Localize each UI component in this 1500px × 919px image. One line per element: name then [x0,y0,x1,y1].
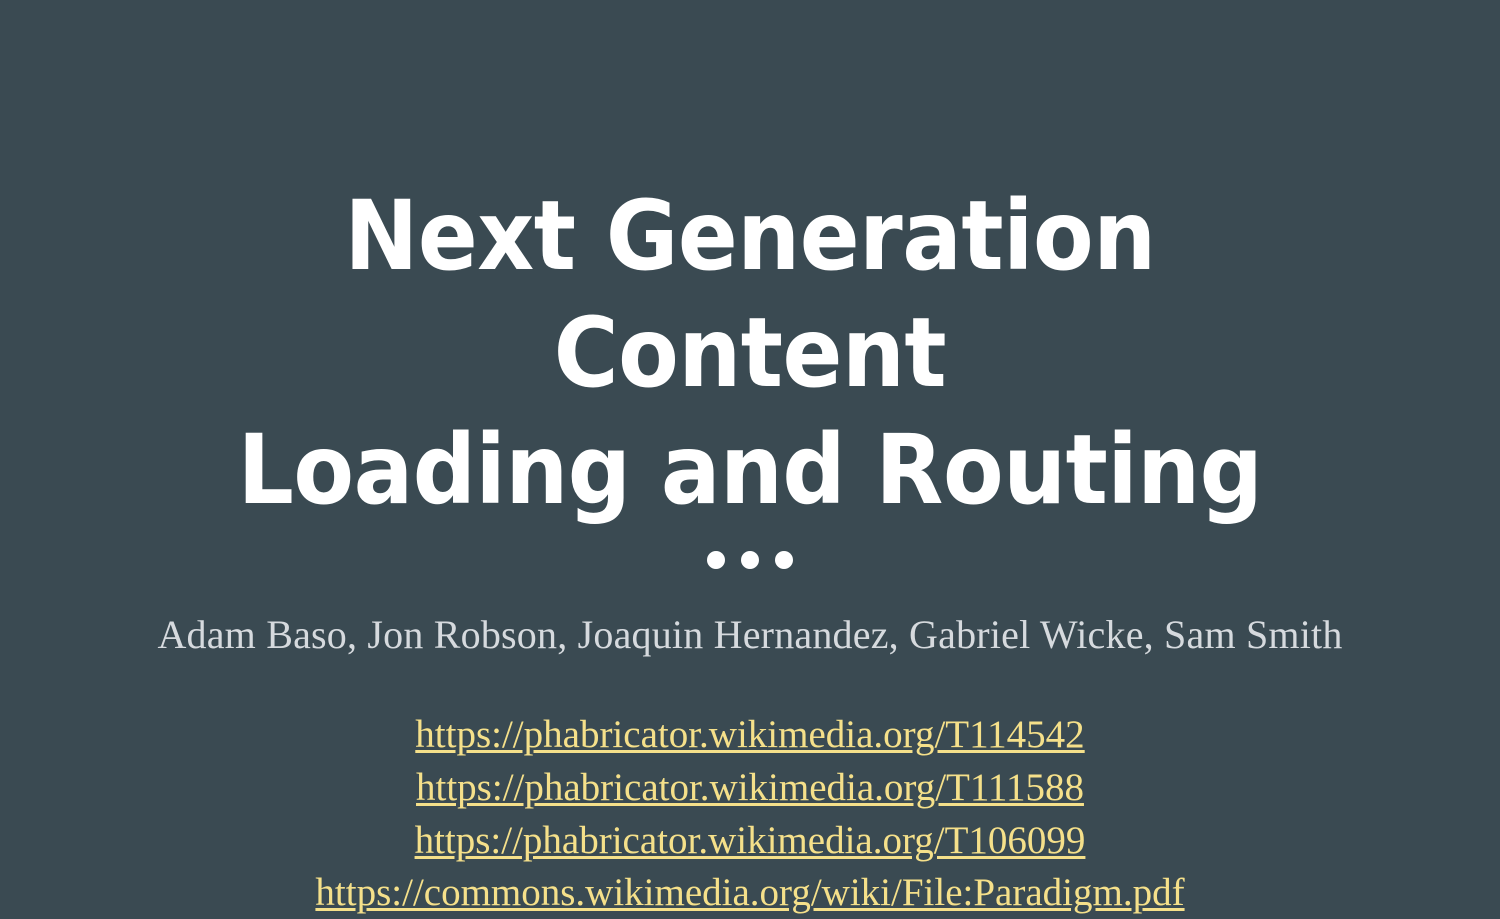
three-dots-divider [707,551,793,569]
slide-title [207,178,1293,529]
reference-link[interactable]: https://phabricator.wikimedia.org/T111588 [416,766,1084,810]
slide-title-line-1: Next Generation Content [344,180,1156,410]
author-list: Adam Baso, Jon Robson, Joaquin Hernandez, Gabriel Wicke, Sam Smith [157,612,1343,658]
reference-link[interactable]: https://phabricator.wikimedia.org/T106099 [414,818,1086,862]
divider-dot-icon [707,551,725,569]
reference-link[interactable]: https://commons.wikimedia.org/wiki/File:Paradigm.pdf [315,871,1185,915]
link-list [315,710,1184,919]
divider-dot-icon [775,551,793,569]
slide-title-line-2: Loading and Routing [237,414,1263,527]
divider-dot-icon [741,551,759,569]
reference-link[interactable]: https://phabricator.wikimedia.org/T114542 [415,713,1085,757]
